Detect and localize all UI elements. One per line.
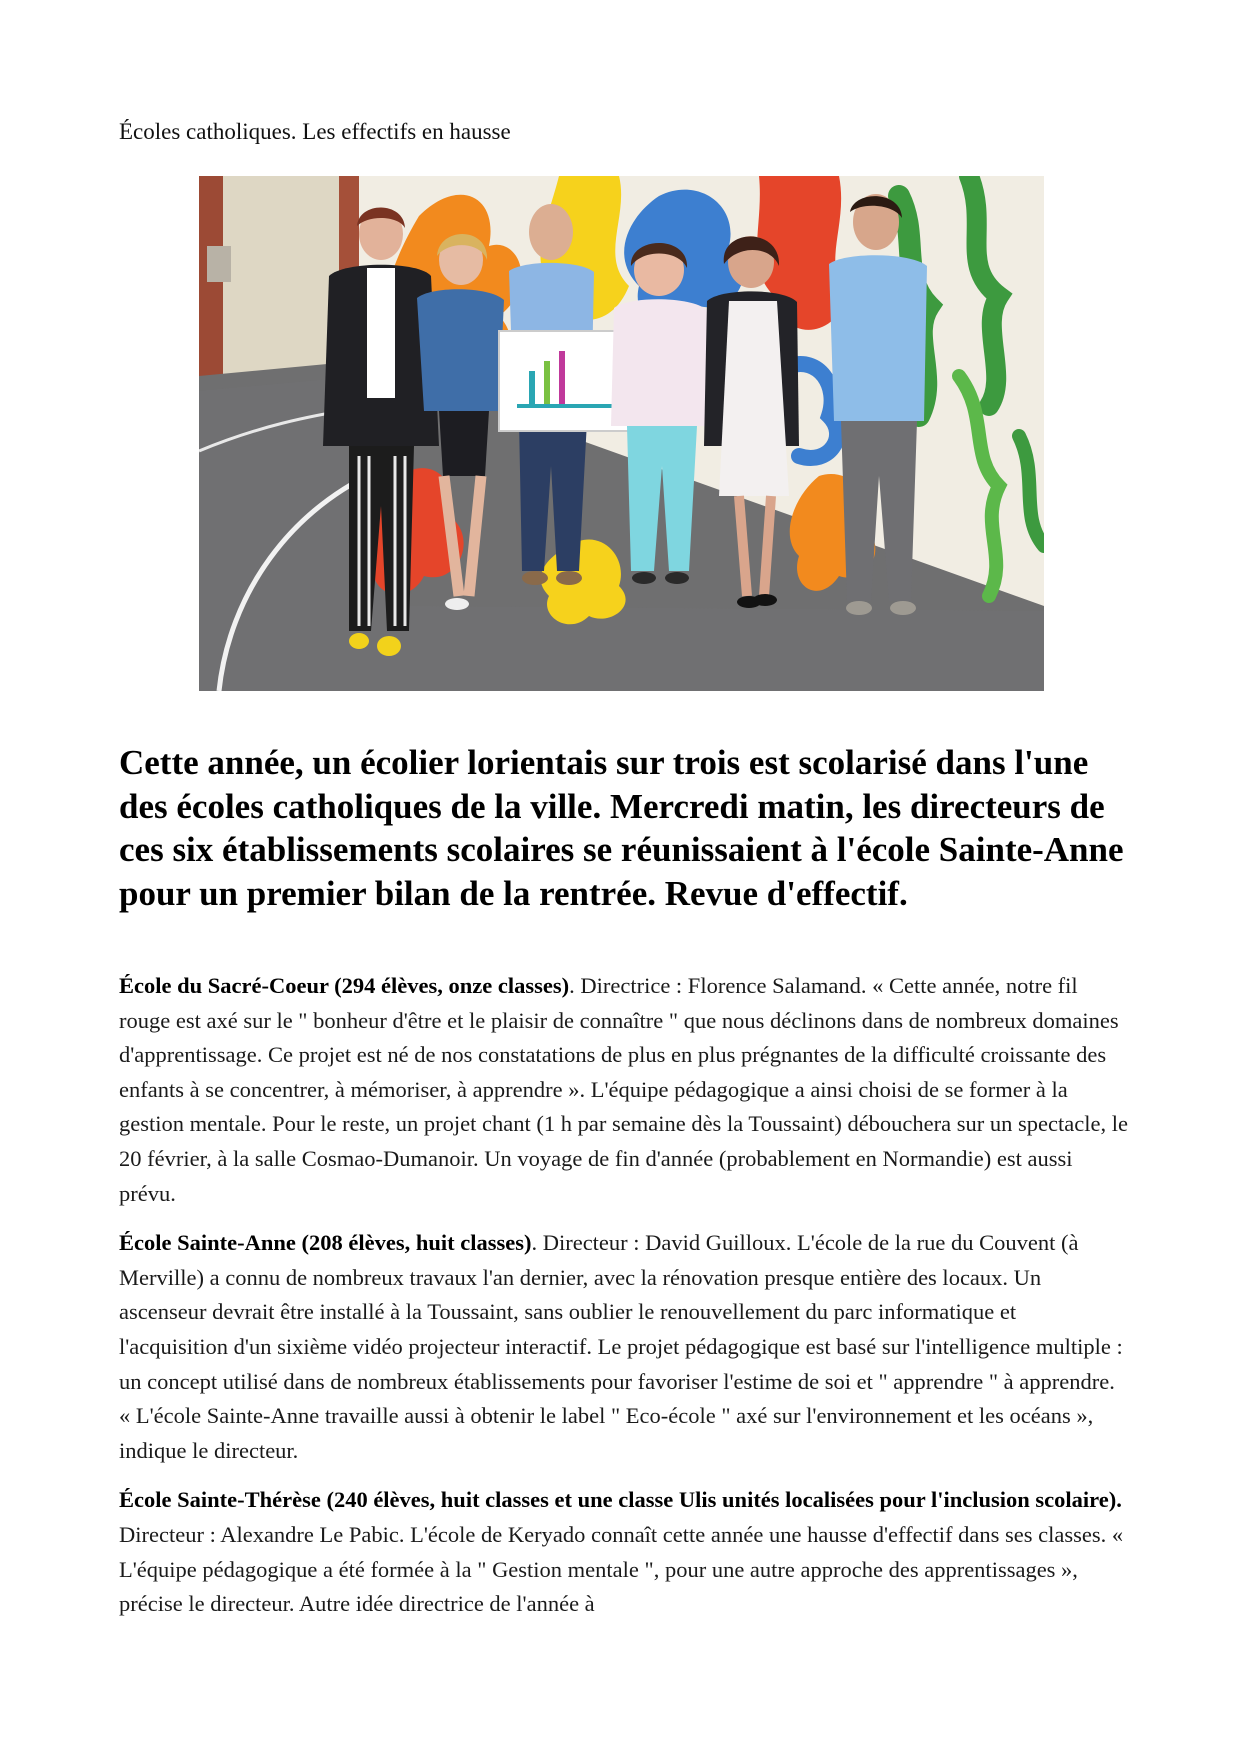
paragraph-sainte-anne (119, 1226, 1129, 1468)
group-photo-illustration (199, 176, 1044, 691)
paragraph-text: . Directeur : David Guilloux. L'école de la rue du Couvent (à Merville) a connu de nombreux travaux l'an dernier, avec la rénovation presque entière des locaux. Un ascenseur devrait être installé à la Toussaint, sans oublier le renouvellement du parc informatique et l'acquisition d'un sixième vidéo projecteur interactif. Le projet pédagogique est basé sur l'intelligence multiple : un concept utilisé dans de nombreux établissements pour favoriser l'estime de soi et " apprendre " à apprendre. « L'école Sainte-Anne travaille aussi à obtenir le label " Eco-école " axé sur l'environnement et les océans », indique le directeur. (119, 1230, 1123, 1463)
paragraph-lead: École du Sacré-Coeur (294 élèves, onze classes) (119, 973, 570, 998)
paragraph-text: Directeur : Alexandre Le Pabic. L'école de Keryado connaît cette année une hausse d'effectif dans ses classes. « L'équipe pédagogique a été formée à la " Gestion mentale ", pour une autre approche des apprentissages », précise le directeur. Autre idée directrice de l'année à (119, 1521, 1124, 1617)
paragraph-sainte-therese (119, 1483, 1129, 1621)
article-photo (199, 176, 1044, 691)
paragraph-sacre-coeur (119, 969, 1129, 1211)
paragraph-lead: École Sainte-Anne (208 élèves, huit classes) (119, 1230, 532, 1256)
article-headline: Cette année, un écolier lorientais sur trois est scolarisé dans l'une des écoles catholiques de la ville. Mercredi matin, les directeurs de ces six établissements scolaires se réunissaient à l'école Sainte-Anne pour un premier bilan de la rentrée. Revue d'effectif. (119, 743, 1124, 913)
article-body (119, 969, 1129, 1637)
paragraph-text: . Directrice : Florence Salamand. « Cette année, notre fil rouge est axé sur le " bonheur d'être et le plaisir de connaître " que nous déclinons dans de nombreux domaines d'apprentissage. Ce projet est né de nos constatations de plus en plus prégnantes de la difficulté croissante des enfants à se concentrer, à mémoriser, à apprendre ». L'équipe pédagogique a ainsi choisi de se former à la gestion mentale. Pour le reste, un projet chant (1 h par semaine dès la Toussaint) débouchera sur un spectacle, le 20 février, à la salle Cosmao-Dumanoir. Un voyage de fin d'année (probablement en Normandie) est aussi prévu. (119, 973, 1128, 1206)
page-title: Écoles catholiques. Les effectifs en hausse (119, 119, 511, 144)
paragraph-lead: École Sainte-Thérèse (240 élèves, huit classes et une classe Ulis unités localisées pour l'inclusion scolaire). (119, 1487, 1122, 1513)
